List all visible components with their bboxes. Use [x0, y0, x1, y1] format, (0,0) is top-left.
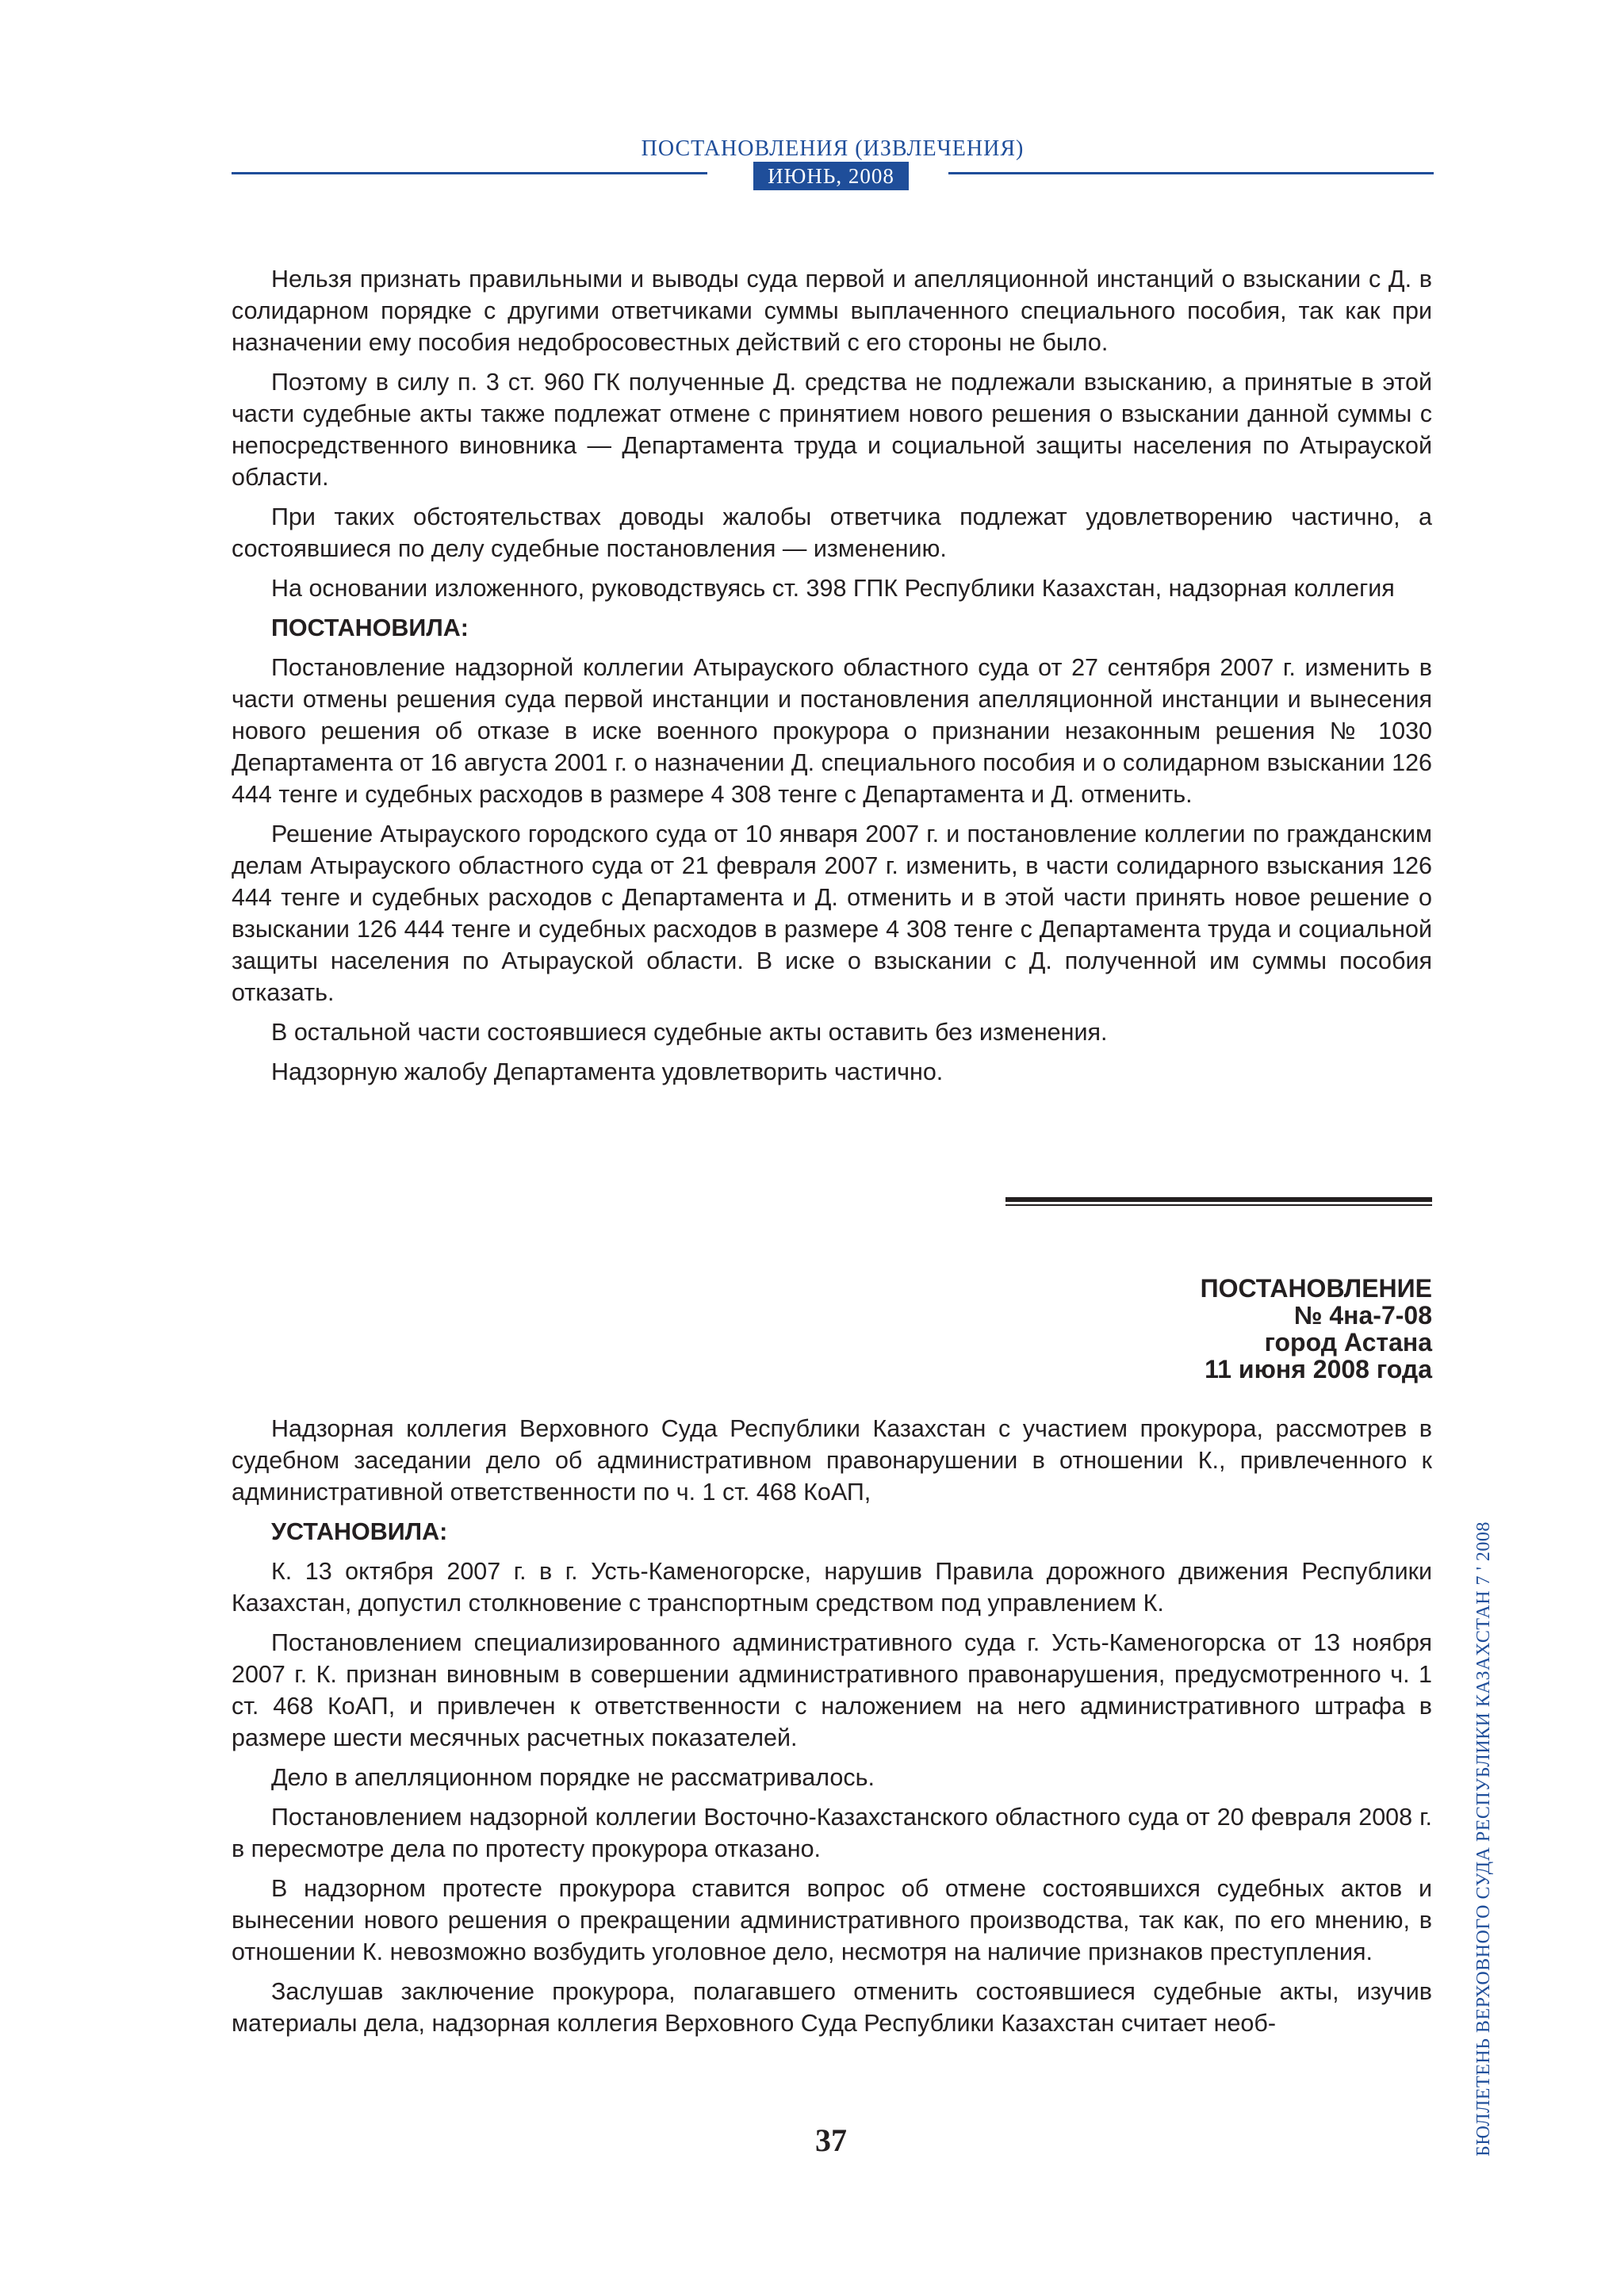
- header-rule-right: [948, 172, 1434, 174]
- section-divider: [1005, 1197, 1432, 1206]
- divider-thick-line: [1005, 1197, 1432, 1202]
- running-header: [232, 136, 1434, 200]
- paragraph: Решение Атырауского городского суда от 10 января 2007 г. и постановление коллегии по гражданским делам Атырауского областного суда от 21 февраля 2007 г. изменить, в части солидарного взыскания 126 444 тенге и судебных расходов с Департамента и Д. отменить и в этой части принять новое решение о взыскании 126 444 тенге и судебных расходов в размере 4 308 тенге с Департамента труда и социальной защиты населения по Атырауской области. В иске о взыскании с Д. полученной им суммы пособия отказать.: [232, 821, 1432, 1006]
- paragraph: Надзорную жалобу Департамента удовлетворить частично.: [271, 1058, 944, 1085]
- paragraph: На основании изложенного, руководствуясь ст. 398 ГПК Республики Казахстан, надзорная коллегия: [271, 575, 1395, 602]
- paragraph: При таких обстоятельствах доводы жалобы ответчика подлежат удовлетворению частично, а состоявшиеся по делу судебные постановления — изменению.: [232, 503, 1432, 562]
- resolution-city: город Астана: [1264, 1328, 1432, 1357]
- header-title: ПОСТАНОВЛЕНИЯ (ИЗВЛЕЧЕНИЯ): [641, 136, 1025, 161]
- paragraph: Надзорная коллегия Верховного Суда Республики Казахстан с участием прокурора, рассмотрев в судебном заседании дело об административном правонарушении в отношении К., привлеченного к административной ответственности по ч. 1 ст. 468 КоАП,: [232, 1415, 1432, 1506]
- section-heading-ustanovila: УСТАНОВИЛА:: [271, 1518, 448, 1545]
- resolution-header: [1201, 1275, 1432, 1383]
- header-rule-left: [232, 172, 707, 174]
- second-ruling-body: [232, 1413, 1432, 2047]
- divider-thin-line: [1005, 1204, 1432, 1206]
- paragraph: В остальной части состоявшиеся судебные акты оставить без изменения.: [271, 1019, 1108, 1046]
- paragraph: К. 13 октября 2007 г. в г. Усть-Каменогорске, нарушив Правила дорожного движения Республики Казахстан, допустил столкновение с транспортным средством под управлением К.: [232, 1558, 1432, 1617]
- resolution-date: 11 июня 2008 года: [1205, 1355, 1432, 1383]
- paragraph: Заслушав заключение прокурора, полагавшего отменить состоявшиеся судебные акты, изучив материалы дела, надзорная коллегия Верховного Суда Республики Казахстан считает необ-: [232, 1978, 1432, 2037]
- paragraph: Поэтому в силу п. 3 ст. 960 ГК полученные Д. средства не подлежали взысканию, а принятые в этой части судебные акты также подлежат отмене с принятием нового решения о взыскании данной суммы с непосредственного виновника — Департамента труда и социальной защиты населения по Атырауской области.: [232, 369, 1432, 491]
- paragraph: Постановлением специализированного административного суда г. Усть-Каменогорска от 13 ноября 2007 г. К. признан виновным в совершении административного правонарушения, предусмотренного ч. 1 ст. 468 КоАП, и привлечен к ответственности с наложением на него административного штрафа в размере шести месячных расчетных показателей.: [232, 1629, 1432, 1751]
- resolution-number: № 4на-7-08: [1293, 1301, 1432, 1330]
- section-heading-postanovila: ПОСТАНОВИЛА:: [271, 614, 469, 641]
- header-date-badge: ИЮНЬ, 2008: [753, 162, 909, 190]
- paragraph: Дело в апелляционном порядке не рассматривалось.: [271, 1764, 875, 1791]
- journal-side-caption: БЮЛЛЕТЕНЬ ВЕРХОВНОГО СУДА РЕСПУБЛИКИ КАЗАХСТАН 7 ' 2008: [1473, 1521, 1494, 2156]
- resolution-title: ПОСТАНОВЛЕНИЕ: [1200, 1274, 1432, 1303]
- paragraph: Постановлением надзорной коллегии Восточно-Казахстанского областного суда от 20 февраля 2008 г. в пересмотре дела по протесту прокурора отказано.: [232, 1804, 1432, 1862]
- first-ruling-body: [232, 263, 1432, 1096]
- paragraph: Нельзя признать правильными и выводы суда первой и апелляционной инстанций о взыскании с Д. в солидарном порядке с другими ответчиками суммы выплаченного специального пособия, так как при назначении ему пособия недобросовестных действий с его стороны не было.: [232, 266, 1432, 356]
- paragraph: Постановление надзорной коллегии Атырауского областного суда от 27 сентября 2007 г. изменить в части отмены решения суда первой инстанции и постановления апелляционной инстанции и вынесения нового решения об отказе в иске военного прокурора о признании незаконным решения № 1030 Департамента от 16 августа 2001 г. о назначении Д. специального пособия и о солидарном взыскании 126 444 тенге и судебных расходов в размере 4 308 тенге с Департамента и Д. отменить.: [232, 654, 1432, 808]
- page-number: 37: [815, 2122, 847, 2158]
- paragraph: В надзорном протесте прокурора ставится вопрос об отмене состоявшихся судебных актов и вынесении нового решения о прекращении административного производства, так как, по его мнению, в отношении К. невозможно возбудить уголовное дело, несмотря на наличие признаков преступления.: [232, 1875, 1432, 1965]
